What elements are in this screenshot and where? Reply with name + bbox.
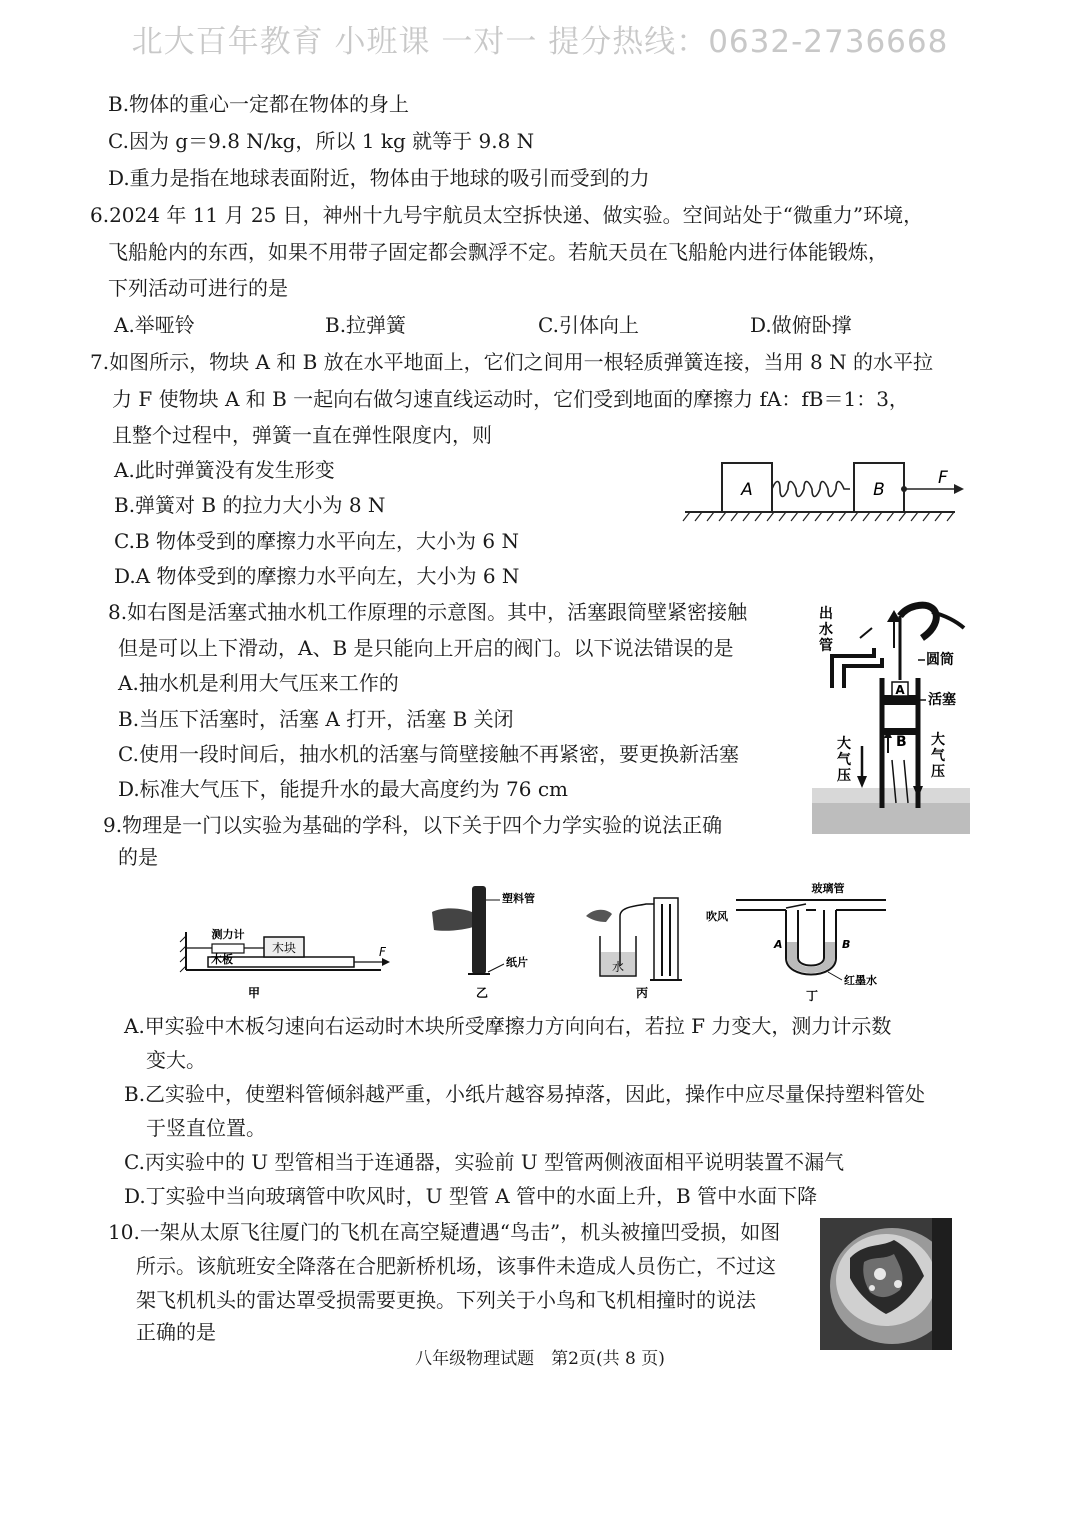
pump-figure: [812, 598, 970, 834]
q9-option-a-line1: A.甲实验中木板匀速向右运动时木块所受摩擦力方向向右，若拉 F 力变大，测力计示数: [124, 1014, 892, 1038]
page-footer: 八年级物理试题 第2页(共 8 页): [415, 1349, 665, 1369]
valve-a-label: A: [895, 683, 905, 697]
pump-handle: [900, 605, 936, 638]
q5-option-c: C.因为 g＝9.8 N/kg，所以 1 kg 就等于 9.8 N: [108, 129, 535, 153]
four-experiments-figure: [176, 880, 896, 1005]
q8-stem-line2: 但是可以上下滑动，A、B 是只能向上开启的阀门。以下说法错误的是: [118, 636, 734, 660]
q6-stem-line3: 下列活动可进行的是: [108, 276, 288, 300]
block-a-label: A: [741, 480, 753, 500]
q7-stem-line3: 且整个过程中，弹簧一直在弹性限度内，则: [112, 423, 492, 447]
jia-meter-label: 测力计: [211, 928, 245, 941]
block-b-label: B: [873, 480, 885, 500]
atm-left-2: 气: [837, 752, 851, 768]
spring: [772, 482, 850, 497]
q10-stem-line4: 正确的是: [136, 1320, 216, 1344]
atm-right-2: 气: [931, 748, 945, 764]
atm-left-1: 大: [837, 736, 851, 752]
yi-tube-label: 塑料管: [502, 892, 535, 905]
q9-option-b-line1: B.乙实验中，使塑料管倾斜越严重，小纸片越容易掉落，因此，操作中应尽量保持塑料管处: [124, 1082, 926, 1106]
q5-option-b: B.物体的重心一定都在物体的身上: [108, 92, 410, 116]
outlet-label-1: 出: [819, 606, 833, 622]
q6-stem-line2: 飞船舱内的东西，如果不用带子固定都会飘浮不定。若航天员在飞船舱内进行体能锻炼，: [108, 240, 888, 264]
ding-glass-label: 玻璃管: [811, 882, 845, 895]
q5-option-d: D.重力是指在地球表面附近，物体由于地球的吸引而受到的力: [108, 166, 650, 190]
cylinder-label: 圆筒: [926, 652, 954, 668]
q9-stem-line1: 9.物理是一门以实验为基础的学科，以下关于四个力学实验的说法正确: [103, 813, 723, 837]
plastic-tube: [472, 886, 486, 974]
q8-stem-line1: 8.如右图是活塞式抽水机工作原理的示意图。其中，活塞跟筒壁紧密接触: [108, 600, 748, 624]
q8-option-c: C.使用一段时间后，抽水机的活塞与筒壁接触不再紧密，要更换新活塞: [118, 742, 739, 766]
experiment-jia: [180, 927, 390, 1000]
q8-option-a: A.抽水机是利用大气压来工作的: [118, 671, 399, 695]
atm-right-1: 大: [931, 732, 945, 748]
spring-blocks-figure: [680, 455, 970, 530]
q10-stem-line1: 10.一架从太原飞往厦门的飞机在高空疑遭遇“鸟击”，机头被撞凹受损，如图: [108, 1220, 781, 1244]
atm-left-3: 压: [837, 768, 851, 784]
q6-option-d: D.做俯卧撑: [750, 313, 852, 337]
q7-option-c: C.B 物体受到的摩擦力水平向左，大小为 6 N: [114, 529, 519, 553]
experiment-yi: [432, 886, 535, 1000]
q6-option-a: A.举哑铃: [114, 313, 195, 337]
q7-option-d: D.A 物体受到的摩擦力水平向左，大小为 6 N: [114, 564, 520, 588]
q7-stem-line2: 力 F 使物块 A 和 B 一起向右做匀速直线运动时，它们受到地面的摩擦力 fA：fB＝1：3，: [112, 387, 909, 411]
q10-stem-line3: 架飞机机头的雷达罩受损需要更换。下列关于小鸟和飞机相撞时的说法: [136, 1288, 756, 1312]
bing-water-label: 水: [611, 960, 625, 974]
experiment-bing: [586, 898, 682, 1000]
watermark: 北大百年教育 小班课 一对一 提分热线：0632-2736668: [131, 24, 949, 60]
q8-option-b: B.当压下活塞时，活塞 A 打开，活塞 B 关闭: [118, 707, 514, 731]
q9-option-d: D.丁实验中当向玻璃管中吹风时，U 型管 A 管中的水面上升，B 管中水面下降: [124, 1184, 818, 1208]
jia-block-label: 木块: [271, 941, 297, 955]
q10-stem-line2: 所示。该航班安全降落在合肥新桥机场，该事件未造成人员伤亡，不过这: [136, 1254, 776, 1278]
ding-blow-label: 吹风: [706, 910, 728, 923]
ding-label: 丁: [805, 989, 819, 1003]
ding-b-label: B: [842, 938, 851, 951]
jia-board-label: 木板: [211, 953, 233, 966]
yi-paper-label: 纸片: [506, 956, 528, 969]
jia-label: 甲: [247, 986, 261, 1000]
valve-b-label: B: [896, 734, 907, 750]
q7-option-b: B.弹簧对 B 的拉力大小为 8 N: [114, 493, 386, 517]
q6-stem-line1: 6.2024 年 11 月 25 日，神州十九号宇航员太空拆快递、做实验。空间站处于“微重力”环境，: [90, 203, 924, 227]
q8-option-d: D.标准大气压下，能提升水的最大高度约为 76 cm: [118, 777, 569, 801]
experiment-ding: [706, 881, 886, 1003]
ding-ink-label: 红墨水: [844, 974, 877, 987]
bing-label: 丙: [635, 986, 649, 1000]
jia-force-label: F: [379, 945, 386, 959]
q9-option-c: C.丙实验中的 U 型管相当于连通器，实验前 U 型管两侧液面相平说明装置不漏气: [124, 1150, 845, 1174]
damaged-nose-photo: [820, 1218, 952, 1350]
force-label: F: [938, 468, 948, 488]
q9-option-a-line2: 变大。: [146, 1048, 206, 1072]
q7-option-a: A.此时弹簧没有发生形变: [114, 458, 335, 482]
yi-label: 乙: [475, 986, 489, 1000]
piston-label: 活塞: [928, 692, 956, 708]
ding-a-label: A: [774, 938, 783, 951]
atm-right-3: 压: [931, 764, 945, 780]
q7-stem-line1: 7.如图所示，物块 A 和 B 放在水平地面上，它们之间用一根轻质弹簧连接，当用 8 N 的水平拉: [90, 350, 933, 374]
q9-stem-line2: 的是: [118, 845, 158, 869]
q9-option-b-line2: 于竖直位置。: [146, 1116, 266, 1140]
q6-option-c: C.引体向上: [538, 313, 639, 337]
q6-option-b: B.拉弹簧: [325, 313, 407, 337]
outlet-label-3: 管: [819, 638, 833, 654]
outlet-label-2: 水: [819, 622, 833, 638]
